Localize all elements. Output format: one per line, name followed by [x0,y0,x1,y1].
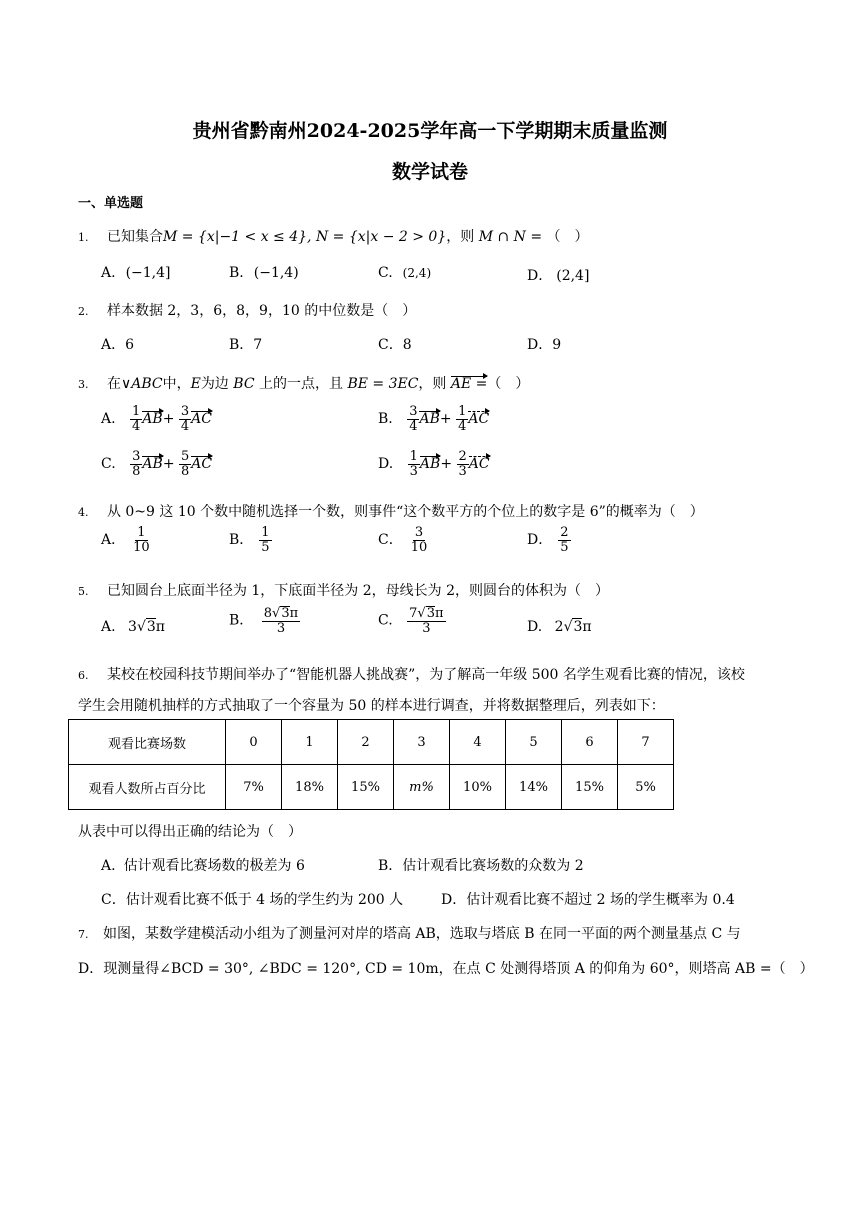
document-subtitle: 数学试卷 [391,161,468,183]
option-label: A． [101,532,126,549]
sqrt-icon: √ [136,619,146,635]
question-number: 4. [78,506,89,519]
plus-sign: + [162,456,175,473]
option-label: D． [441,892,467,908]
option-d [527,618,592,635]
pi-symbol: π [155,619,165,635]
option-c [101,450,212,478]
option-c [378,606,446,635]
table-cell: 15% [338,765,394,810]
table-cell: 1 [282,720,338,765]
option-label: A. [101,411,116,428]
option-c [378,334,412,354]
table-row [69,765,674,810]
question-number: 7. [78,928,89,941]
option-label: C． [101,892,126,908]
fraction-numerator: 2 [560,525,569,540]
radicand: 3 [573,619,583,635]
fraction-denominator: 3 [422,620,431,636]
math-expression: M ∩ N = [478,229,543,245]
fraction-numerator: 1 [137,525,146,540]
option-label: D． [527,337,553,353]
question-number: 6. [78,669,89,682]
plus-sign: + [162,411,175,428]
fraction-numerator: 3 [180,404,190,419]
coefficient: 7 [409,606,418,621]
option-label: B． [378,858,403,874]
question-stem: 已知圆台上底面半径为 1，下底面半径为 2，母线长为 2，则圆台的体积为（ ） [106,583,610,599]
option-label: B． [229,612,254,629]
option-text: 7 [253,337,263,353]
question-stem: 样本数据 2，3，6，8，9，10 的中位数是（ ） [106,303,417,319]
question-stem-line-1: 某校在校园科技节期间举办了“智能机器人挑战赛”，为了解高一年级 500 名学生观看比赛的情况，该校 [106,667,745,683]
question-number: 3. [78,378,89,391]
option-text: 估计观看比赛场数的极差为 6 [123,858,305,874]
math-expression: M = {x|−1 < x ≤ 4}, N = {x|x − 2 > 0} [162,229,447,245]
table-cell: 0 [226,720,282,765]
pi-symbol: π [582,619,592,635]
option-text: (2,4) [402,266,432,280]
fraction-numerator: 1 [261,525,270,540]
fraction-denominator: 10 [133,539,150,555]
vector-ab: AB [142,456,163,473]
option-label: A. [101,619,116,635]
option-label: C． [378,532,403,549]
option-b [229,526,272,554]
sqrt-icon: √ [417,606,426,621]
question-number: 5. [78,585,89,598]
after-table-text: 从表中可以得出正确的结论为（ ） [78,824,302,840]
option-label: C． [378,337,403,353]
radicand: 3 [281,606,290,621]
coefficient: 8 [263,606,273,621]
table-row [69,720,674,765]
data-table [68,719,674,810]
question-stem: ，则 [418,376,447,392]
question-stem: 中， [162,376,191,392]
option-b [229,265,299,281]
fraction-numerator: 2 [458,449,467,464]
option-c [378,265,431,281]
vector-ab: AB [419,456,441,473]
option-label: A. [101,858,116,874]
option-b [378,855,584,875]
option-label: C. [101,456,116,473]
segment-label: BC [233,376,255,392]
triangle-name: ABC [131,376,163,392]
option-text: 估计观看比赛场数的众数为 2 [402,858,584,874]
document-title: 贵州省黔南州2024-2025学年高一下学期期末质量监测 [192,120,668,142]
table-cell: 3 [394,720,450,765]
option-label: D. [378,456,394,473]
radicand: 3 [146,619,156,635]
coefficient: 2 [554,619,564,635]
option-d [527,334,561,354]
question-2 [78,300,416,320]
question-6 [78,664,745,684]
option-label: B. [229,265,244,281]
question-stem-line-1: 如图，某数学建模活动小组为了测量河对岸的塔高 AB，选取与塔底 B 在同一平面的两个测量基点 C 与 [102,926,741,942]
table-row-header: 观看比赛场数 [69,720,226,765]
question-stem: 为边 [200,376,229,392]
fraction-denominator: 4 [458,418,467,434]
plus-sign: + [439,411,452,428]
option-a [101,855,305,875]
question-3 [78,373,529,393]
table-cell: 7 [618,720,674,765]
point-label: E [190,376,201,392]
fraction-numerator: 3 [132,449,141,464]
math-expression: BE = 3EC [347,376,419,392]
question-stem-line-2: D．现测量得∠BCD = 30°, ∠BDC = 120°, CD = 10m，在点 C 处测得塔顶 A 的仰角为 60°，则塔高 AB =（ ） [78,961,814,977]
option-label: D. [527,619,543,635]
option-text: (−1,4] [125,265,171,281]
fraction-numerator: 1 [132,404,141,419]
fraction-denominator: 8 [181,463,190,479]
table-cell: 15% [562,765,618,810]
question-stem-line-2: 学生会用随机抽样的方式抽取了一个容量为 50 的样本进行调查，并将数据整理后，列表如下： [78,698,665,714]
vector-ac: AC [191,411,212,428]
option-d [527,526,571,554]
fraction-numerator: 1 [458,404,467,419]
coefficient: 3 [128,619,137,635]
option-text: 8 [402,337,412,353]
option-c [378,526,429,554]
question-blank: （ ） [546,229,589,245]
option-a [101,526,152,554]
option-text: 6 [125,337,135,353]
fraction-numerator: 1 [409,449,418,464]
option-label: A． [101,337,126,353]
fraction-denominator: 3 [409,463,418,479]
question-stem: 已知集合 [106,229,163,245]
option-label: B. [378,411,393,428]
table-cell: m% [394,765,450,810]
option-a [101,405,212,433]
fraction-numerator: 3 [414,525,424,540]
question-number: 1. [78,231,89,244]
option-label: B． [229,337,254,353]
option-label: B． [229,532,254,549]
table-cell: 7% [226,765,282,810]
option-b [229,606,300,635]
table-cell: 5% [618,765,674,810]
option-a [101,618,165,635]
table-cell: 5 [506,720,562,765]
vector-ac: AC [468,456,490,473]
pi-symbol: π [434,606,444,621]
sqrt-icon: √ [563,619,573,635]
question-stem: 上的一点，且 [258,376,343,392]
option-label: C. [378,265,393,281]
pi-symbol: π [289,606,299,621]
question-number: 2. [78,305,89,318]
question-1 [78,226,589,246]
option-c [101,889,403,909]
question-4 [78,501,704,521]
fraction-denominator: 4 [132,418,141,434]
table-cell: 14% [506,765,562,810]
option-d [527,265,589,285]
option-text: (−1,4) [253,265,299,281]
fraction-denominator: 5 [560,539,569,555]
option-b [378,405,489,433]
fraction-numerator: 3 [409,404,418,419]
question-7 [78,923,741,943]
option-text: 9 [552,337,562,353]
option-label: D． [527,268,553,284]
option-a [101,265,170,281]
option-d [378,450,490,478]
option-text: (2,4] [556,268,590,284]
question-stem: ，则 [446,229,475,245]
table-row-header: 观看人数所占百分比 [69,765,226,810]
plus-sign: + [440,456,453,473]
fraction-numerator: 5 [181,449,190,464]
vector-ae: AE = [450,376,488,392]
table-cell: 2 [338,720,394,765]
fraction-denominator: 3 [276,620,286,636]
vector-ab: AB [419,411,440,428]
fraction-denominator: 4 [409,418,418,434]
question-blank: （ ） [487,376,530,392]
question-stem: 从 0~9 这 10 个数中随机选择一个数，则事件“这个数平方的个位上的数字是 6”的概率为（ ） [106,504,704,520]
table-cell: 6 [562,720,618,765]
question-stem: 在∨ [106,376,132,392]
option-text: 估计观看比赛不低于 4 场的学生约为 200 人 [125,892,404,908]
option-label: C. [378,612,393,629]
fraction-denominator: 3 [458,463,467,479]
option-label: D． [527,532,553,549]
sqrt-icon: √ [272,606,281,621]
question-5 [78,580,609,600]
fraction-denominator: 4 [180,418,190,434]
fraction-denominator: 10 [410,539,428,555]
table-cell: 18% [282,765,338,810]
fraction-denominator: 5 [261,539,270,555]
fraction-denominator: 8 [132,463,141,479]
table-cell: 10% [450,765,506,810]
table-cell: 4 [450,720,506,765]
option-a [101,334,134,354]
option-label: A. [101,265,116,281]
section-title: 一、单选题 [78,196,144,211]
option-text: 估计观看比赛不超过 2 场的学生概率为 0.4 [466,892,735,908]
vector-ac: AC [191,456,213,473]
radicand: 3 [426,606,435,621]
option-d [441,889,735,909]
vector-ab: AB [142,411,163,428]
vector-ac: AC [468,411,490,428]
option-b [229,334,262,354]
